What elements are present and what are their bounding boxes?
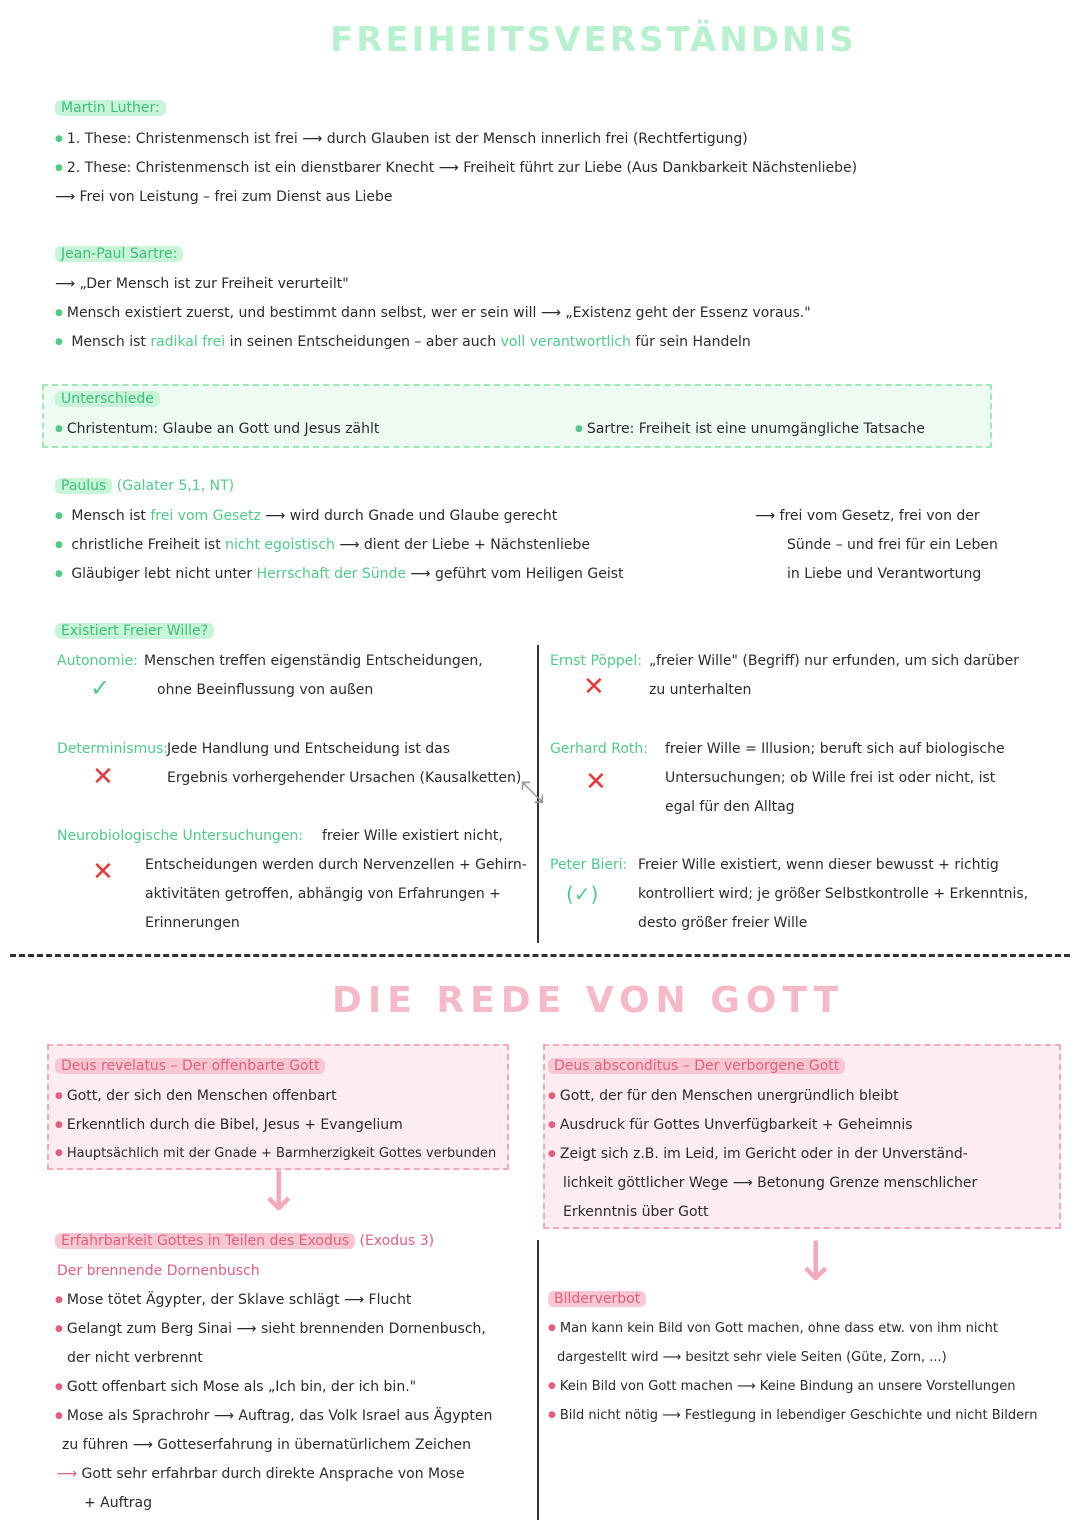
- arrow-right-icon: ⟶: [57, 1466, 78, 1482]
- check-icon: ✓: [90, 674, 111, 702]
- partial-check-icon: (✓): [566, 882, 599, 906]
- paulus-title-line: [55, 478, 234, 494]
- paulus-summary-1: ⟶ frei vom Gesetz, frei von der: [755, 508, 980, 524]
- roth-text-1: freier Wille = Illusion; beruft sich auf biologische: [665, 741, 1005, 757]
- paulus-l1c: ⟶ wird durch Gnade und Glaube gerecht: [265, 508, 558, 524]
- page-title: FREIHEITSVERSTÄNDNIS: [330, 20, 857, 60]
- cross-icon: ✕: [92, 857, 114, 887]
- exodus-line-4: ● Mose als Sprachrohr ⟶ Auftrag, das Volk Israel aus Ägypten: [55, 1408, 492, 1424]
- neuro-text-3: aktivitäten getroffen, abhängig von Erfahrungen +: [145, 886, 501, 902]
- exodus-title-line: [55, 1233, 434, 1249]
- determinismus-label: Determinismus:: [57, 741, 169, 757]
- paulus-l1a: Mensch ist: [71, 508, 146, 524]
- poeppel-text-2: zu unterhalten: [649, 682, 752, 698]
- revelatus-line-3: ● Hauptsächlich mit der Gnade + Barmherzigkeit Gottes verbunden: [55, 1146, 496, 1161]
- diagonal-arrow-icon: ⤡: [520, 775, 544, 810]
- cross-icon: ✕: [583, 672, 605, 702]
- paulus-summary-3: in Liebe und Verantwortung: [787, 566, 982, 582]
- unterschiede-box: [42, 384, 992, 448]
- luther-conclusion: ⟶ Frei von Leistung – frei zum Dienst aus Liebe: [55, 189, 393, 205]
- exodus-line-1: ● Mose tötet Ägypter, der Sklave schlägt ⟶ Flucht: [55, 1292, 411, 1308]
- unterschiede-heading: Unterschiede: [55, 391, 160, 407]
- neuro-text-4: Erinnerungen: [145, 915, 240, 931]
- absconditus-line-1: ● Gott, der für den Menschen unergründlich bleibt: [548, 1088, 899, 1104]
- absconditus-line-2: ● Ausdruck für Gottes Unverfügbarkeit + Geheimnis: [548, 1117, 913, 1133]
- exodus-line-2b: der nicht verbrennt: [67, 1350, 203, 1366]
- exodus-line-4b: zu führen ⟶ Gotteserfahrung in übernatürlichem Zeichen: [62, 1437, 472, 1453]
- neuro-text-1: freier Wille existiert nicht,: [322, 828, 503, 844]
- paulus-line-1: [55, 508, 557, 524]
- bilderverbot-line-1b: dargestellt wird ⟶ besitzt sehr viele Seiten (Güte, Zorn, ...): [557, 1350, 947, 1365]
- paulus-line-2: [55, 537, 590, 553]
- paulus-l3a: Gläubiger lebt nicht unter: [71, 566, 253, 582]
- unterschiede-christentum: ● Christentum: Glaube an Gott und Jesus zählt: [55, 421, 379, 437]
- exodus-line-5-text: Gott sehr erfahrbar durch direkte Ansprache von Mose: [81, 1466, 465, 1482]
- exodus-line-2: ● Gelangt zum Berg Sinai ⟶ sieht brennenden Dornenbusch,: [55, 1321, 486, 1337]
- bilderverbot-heading: Bilderverbot: [548, 1291, 646, 1307]
- revelatus-line-2: ● Erkenntlich durch die Bibel, Jesus + Evangelium: [55, 1117, 403, 1133]
- sartre-l3c: in seinen Entscheidungen – aber auch: [229, 334, 497, 350]
- autonomie-text-1: Menschen treffen eigenständig Entscheidungen,: [144, 653, 483, 669]
- paulus-line-3: [55, 566, 624, 582]
- luther-heading: Martin Luther:: [55, 100, 166, 116]
- bilderverbot-line-2: ● Kein Bild von Gott machen ⟶ Keine Bindung an unsere Vorstellungen: [548, 1379, 1016, 1394]
- determinismus-text-1: Jede Handlung und Entscheidung ist das: [167, 741, 451, 757]
- cross-icon: ✕: [585, 767, 607, 797]
- arrow-down-icon: ↓: [793, 1230, 839, 1293]
- absconditus-heading: Deus absconditus – Der verborgene Gott: [548, 1058, 845, 1074]
- exodus-ref: (Exodus 3): [359, 1233, 435, 1249]
- wille-heading: Existiert Freier Wille?: [55, 623, 214, 639]
- roth-label: Gerhard Roth:: [550, 741, 649, 757]
- neuro-text-2: Entscheidungen werden durch Nervenzellen + Gehirn-: [145, 857, 527, 873]
- sartre-freedom-line: [55, 334, 751, 350]
- unterschiede-sartre: ● Sartre: Freiheit ist eine unumgängliche Tatsache: [575, 421, 925, 437]
- sartre-quote: ⟶ „Der Mensch ist zur Freiheit verurteilt": [55, 276, 349, 292]
- paulus-l3c: ⟶ geführt vom Heiligen Geist: [410, 566, 624, 582]
- autonomie-text-2: ohne Beeinflussung von außen: [157, 682, 374, 698]
- sartre-responsible: voll verantwortlich: [500, 334, 631, 350]
- sartre-heading: Jean-Paul Sartre:: [55, 246, 183, 262]
- paulus-l2c: ⟶ dient der Liebe + Nächstenliebe: [339, 537, 591, 553]
- paulus-summary-2: Sünde – und frei für ein Leben: [787, 537, 998, 553]
- bilderverbot-line-3: ● Bild nicht nötig ⟶ Festlegung in lebendiger Geschichte und nicht Bildern: [548, 1408, 1037, 1423]
- determinismus-text-2: Ergebnis vorhergehender Ursachen (Kausalketten): [167, 770, 522, 786]
- section-divider: [10, 954, 1070, 957]
- sartre-radical-free: radikal frei: [150, 334, 226, 350]
- roth-text-2: Untersuchungen; ob Wille frei ist oder nicht, ist: [665, 770, 996, 786]
- luther-thesis-1: ● 1. These: Christenmensch ist frei ⟶ durch Glauben ist der Mensch innerlich frei (Rechtfertigung): [55, 131, 748, 147]
- absconditus-line-3: ● Zeigt sich z.B. im Leid, im Gericht oder in der Unverständ-: [548, 1146, 968, 1162]
- luther-thesis-2: ● 2. These: Christenmensch ist ein dienstbarer Knecht ⟶ Freiheit führt zur Liebe (Aus Dankbarkeit Nächstenliebe): [55, 160, 857, 176]
- paulus-ref: (Galater 5,1, NT): [116, 478, 235, 494]
- revelatus-heading: Deus revelatus – Der offenbarte Gott: [55, 1058, 325, 1074]
- paulus-l2a: christliche Freiheit ist: [71, 537, 221, 553]
- sartre-existence: ● Mensch existiert zuerst, und bestimmt dann selbst, wer er sein will ⟶ „Existenz geht der Essenz voraus.": [55, 305, 811, 321]
- autonomie-label: Autonomie:: [57, 653, 138, 669]
- bieri-label: Peter Bieri:: [550, 857, 628, 873]
- paulus-heading: Paulus: [55, 478, 112, 494]
- bieri-text-1: Freier Wille existiert, wenn dieser bewusst + richtig: [638, 857, 999, 873]
- absconditus-line-5: Erkenntnis über Gott: [563, 1204, 709, 1220]
- paulus-free-law: frei vom Gesetz: [150, 508, 261, 524]
- exodus-heading: Erfahrbarkeit Gottes in Teilen des Exodus: [55, 1233, 355, 1249]
- cross-icon: ✕: [92, 762, 114, 792]
- poeppel-label: Ernst Pöppel:: [550, 653, 642, 669]
- section-title-gott: DIE REDE VON GOTT: [332, 980, 845, 1021]
- exodus-subheading: Der brennende Dornenbusch: [57, 1263, 260, 1279]
- bilderverbot-line-1: ● Man kann kein Bild von Gott machen, ohne dass etw. von ihm nicht: [548, 1321, 998, 1336]
- exodus-line-3: ● Gott offenbart sich Mose als „Ich bin, der ich bin.": [55, 1379, 416, 1395]
- paulus-sin-rule: Herrschaft der Sünde: [256, 566, 406, 582]
- exodus-line-5b: + Auftrag: [84, 1495, 153, 1511]
- arrow-down-icon: ↓: [256, 1160, 302, 1223]
- exodus-line-5: [57, 1466, 465, 1482]
- column-divider-2: [537, 1240, 539, 1520]
- paulus-not-egoistic: nicht egoistisch: [225, 537, 335, 553]
- bieri-text-2: kontrolliert wird; je größer Selbstkontrolle + Erkenntnis,: [638, 886, 1029, 902]
- sartre-l3a: Mensch ist: [71, 334, 146, 350]
- revelatus-line-1: ● Gott, der sich den Menschen offenbart: [55, 1088, 337, 1104]
- roth-text-3: egal für den Alltag: [665, 799, 795, 815]
- sartre-l3e: für sein Handeln: [635, 334, 751, 350]
- neuro-label: Neurobiologische Untersuchungen:: [57, 828, 304, 844]
- poeppel-text-1: „freier Wille" (Begriff) nur erfunden, um sich darüber: [649, 653, 1019, 669]
- bieri-text-3: desto größer freier Wille: [638, 915, 808, 931]
- absconditus-line-4: lichkeit göttlicher Wege ⟶ Betonung Grenze menschlicher: [563, 1175, 978, 1191]
